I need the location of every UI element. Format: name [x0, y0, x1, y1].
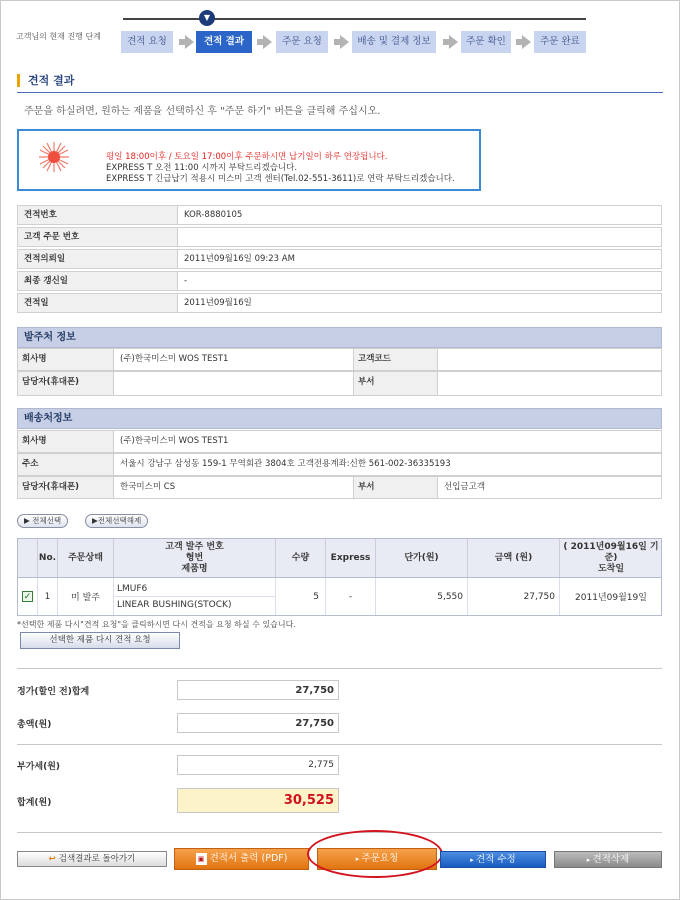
pre-discount-total-value: 27,750	[177, 680, 339, 700]
arrow-icon	[449, 35, 458, 49]
back-arrow-icon: ↩	[48, 854, 59, 864]
arrow-right-icon: ▸	[586, 856, 593, 864]
arrow-right-icon: ▸	[470, 856, 476, 864]
back-to-search-button[interactable]	[17, 851, 167, 867]
col-part-line3: 제품명	[181, 563, 208, 574]
step-order-confirm: 주문 확인	[461, 31, 511, 53]
arrow-icon	[522, 35, 531, 49]
last-update-label: 최종 갱신일	[18, 272, 178, 290]
notice-line1: 평일 18:00이후 / 토요일 17:00이후 주문하시면 납기일이 하루 연장됩니다.	[106, 152, 388, 162]
col-date-line2: 준)	[604, 552, 618, 563]
row-checkbox[interactable]	[18, 578, 38, 615]
progress-label: 고객님의 현재 진행 단계	[16, 32, 101, 41]
ship-address-row	[17, 453, 662, 476]
address-value: 서울시 강남구 삼성동 159-1 무역회관 3804호 고객전용계좌:신한 561-002-36335193	[120, 459, 451, 469]
deselect-all-button[interactable]: ▶전체선택해제	[85, 514, 148, 528]
arrow-icon	[340, 35, 349, 49]
row-product-name: LINEAR BUSHING(STOCK)	[117, 600, 232, 610]
section-order-dest: 발주처 정보	[17, 327, 662, 348]
row-arrival-date: 2011년09월19일	[575, 593, 647, 603]
arrow-icon	[263, 35, 272, 49]
customer-code-label: 고객코드	[354, 349, 438, 370]
ship-contact-row	[17, 476, 662, 499]
sum-label: 총액(원)	[17, 720, 52, 730]
vat-label: 부가세(원)	[17, 762, 61, 772]
highlight-circle	[307, 830, 443, 878]
col-part	[114, 539, 276, 577]
col-check	[18, 539, 38, 577]
col-express: Express	[326, 539, 376, 577]
table-row	[17, 578, 662, 616]
instruction-text: 주문을 하실려면, 원하는 제품을 선택하신 후 "주문 하기" 버튼을 클릭해 주십시오.	[24, 106, 381, 117]
col-part-line2: 형번	[185, 552, 204, 563]
customer-order-number-label: 고객 주문 번호	[18, 228, 178, 246]
col-date-line1: ( 2011년09월16일 기	[563, 541, 659, 552]
sun-icon	[38, 141, 70, 173]
company-label: 회사명	[18, 431, 114, 452]
contact-label: 담당자(휴대폰)	[18, 477, 114, 498]
last-update-value: -	[184, 276, 188, 286]
company-value: (주)한국미스미 WOS TEST1	[114, 349, 354, 370]
row-amount: 27,750	[468, 578, 560, 615]
col-part-line1: 고객 발주 번호	[165, 541, 224, 552]
company-label: 회사명	[18, 349, 114, 370]
re-request-button[interactable]: 선택한 제품 다시 견적 요청	[20, 632, 180, 649]
col-arrival-date	[560, 539, 662, 577]
page-title: 견적 결과	[17, 74, 74, 87]
ship-company-row	[17, 430, 662, 453]
edit-quote-button[interactable]	[440, 851, 546, 868]
dept-value: 선입금고객	[444, 482, 486, 492]
pdf-icon: ▣	[196, 853, 207, 865]
section-ship-dest: 배송처정보	[17, 408, 662, 429]
company-value: (주)한국미스미 WOS TEST1	[120, 436, 229, 446]
arrow-icon	[185, 35, 194, 49]
row-express: -	[326, 578, 376, 615]
step-quote-request: 견적 요청	[121, 31, 173, 53]
sum-value: 27,750	[177, 713, 339, 733]
pre-discount-total-label: 정가(할인 전)합계	[17, 687, 90, 697]
customer-code-value	[438, 349, 444, 370]
step-quote-result: 견적 결과	[196, 31, 252, 53]
quote-date-value: 2011년09월16일	[184, 298, 252, 308]
notice-line2: EXPRESS T 오전 11:00 시까지 부탁드리겠습니다.	[106, 163, 298, 173]
items-table-header	[17, 538, 662, 578]
col-no: No.	[38, 539, 58, 577]
col-unit-price: 단가(원)	[376, 539, 468, 577]
order-company-row	[17, 348, 662, 371]
delete-quote-label: 견적삭제	[592, 854, 630, 865]
checkbox-checked-icon[interactable]: ✓	[23, 592, 32, 602]
contact-value: 한국미스미 CS	[114, 477, 354, 498]
divider	[17, 92, 663, 93]
print-pdf-button[interactable]	[174, 848, 309, 870]
col-amount: 금액 (원)	[468, 539, 560, 577]
quote-date-row	[17, 293, 662, 313]
dept-label: 부서	[354, 372, 438, 395]
col-status: 주문상태	[58, 539, 114, 577]
row-status: 미 발주	[58, 578, 114, 615]
request-date-row	[17, 249, 662, 269]
row-unit-price: 5,550	[376, 578, 468, 615]
quote-number-value: KOR-8880105	[184, 210, 243, 220]
divider	[17, 668, 662, 669]
grand-total-label: 합계(원)	[17, 798, 52, 808]
edit-quote-label: 견적 수정	[476, 854, 516, 865]
grand-total-value: 30,525	[177, 788, 339, 813]
col-qty: 수량	[276, 539, 326, 577]
divider	[17, 744, 662, 745]
request-date-label: 견적의뢰일	[18, 250, 178, 268]
dept-value	[438, 372, 444, 395]
current-step-marker-icon: ▼	[199, 10, 215, 26]
row-qty: 5	[276, 578, 326, 615]
last-update-row	[17, 271, 662, 291]
order-contact-row	[17, 371, 662, 396]
select-all-button[interactable]: ▶ 전체선택	[17, 514, 68, 528]
print-pdf-label: 견적서 출력 (PDF)	[209, 853, 288, 864]
back-to-search-label: 검색결과로 돌아가기	[58, 854, 136, 864]
quote-number-label: 견적번호	[18, 206, 178, 224]
contact-value	[114, 372, 354, 395]
delete-quote-button[interactable]	[554, 851, 662, 868]
quote-number-row	[17, 205, 662, 225]
vat-value: 2,775	[177, 755, 339, 775]
progress-line	[123, 18, 586, 20]
arrow-right-icon: ▸	[355, 855, 362, 863]
dept-label: 부서	[354, 477, 438, 498]
notice-line3: EXPRESS T 긴급납기 적용시 미스미 고객 센터(Tel.02-551-3611)로 연락 부탁드리겠습니다.	[106, 174, 455, 184]
step-shipping-payment: 배송 및 결제 정보	[352, 31, 436, 53]
row-no: 1	[38, 578, 58, 615]
row-part-cell	[114, 578, 276, 615]
customer-order-number-row	[17, 227, 662, 247]
request-date-value: 2011년09월16일 09:23 AM	[184, 254, 295, 264]
contact-label: 담당자(휴대폰)	[18, 372, 114, 395]
re-request-note: *선택한 제품 다시"견적 요청"을 클릭하시면 다시 견적을 요청 하실 수 있습니다.	[17, 620, 296, 629]
step-order-complete: 주문 완료	[534, 31, 586, 53]
order-request-label: 주문요청	[361, 853, 399, 864]
step-order-request: 주문 요청	[276, 31, 328, 53]
quote-date-label: 견적일	[18, 294, 178, 312]
address-label: 주소	[18, 454, 114, 475]
col-date-line3: 도착일	[597, 563, 625, 574]
row-part-number: LMUF6	[114, 581, 275, 597]
